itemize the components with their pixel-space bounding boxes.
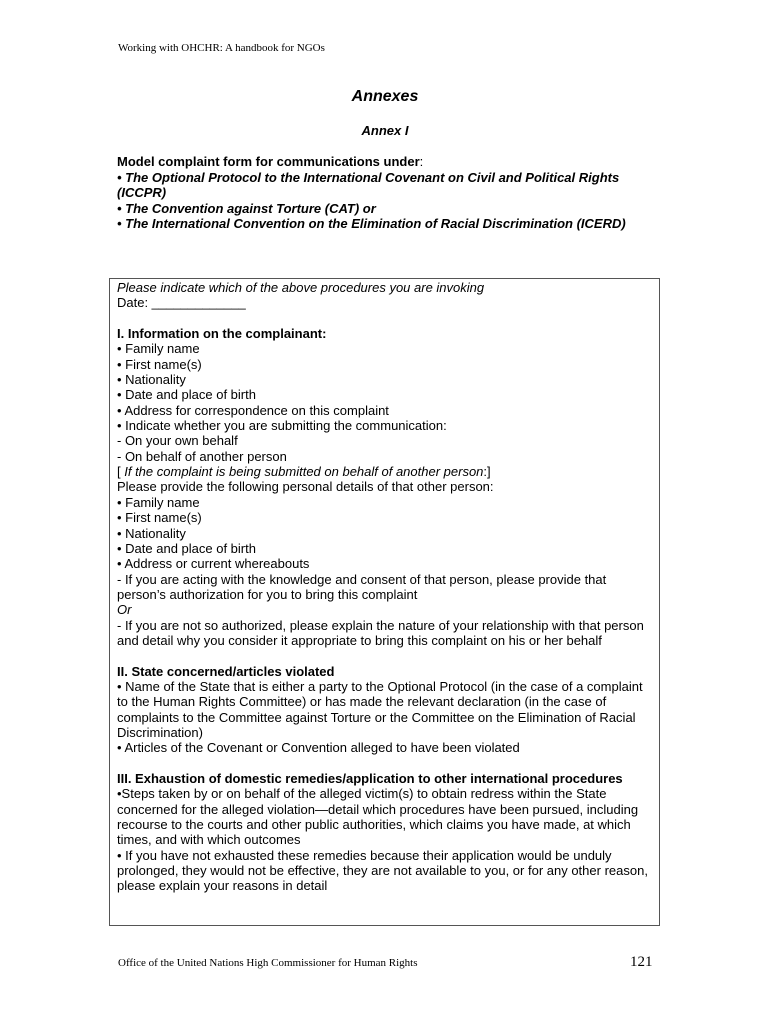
running-header: Working with OHCHR: A handbook for NGOs (118, 42, 325, 54)
list-item: • Address for correspondence on this complaint (117, 402, 389, 418)
not-exhausted-item: • If you have not exhausted these remedies because their application would be unduly prolonged, they would not be effective, they are not available to you, or for any other reason, please explain your reasons in detail (117, 847, 648, 894)
state-name-item: • Name of the State that is either a party to the Optional Protocol (in the case of a complaint to the Human Rights Committee) or has made the relevant declaration (in the case of complaints to the Committee against Torture or the Committee on the Elimination of Racial Discrimination) (117, 678, 643, 740)
intro-lead: Model complaint form for communications under: (117, 154, 424, 169)
list-item: - On your own behalf (117, 433, 238, 449)
intro-block (117, 154, 662, 232)
another-person-note: [ If the complaint is being submitted on behalf of another person:] (117, 464, 491, 480)
procedure-instruction: Please indicate which of the above procedures you are invoking (117, 280, 485, 295)
list-item: • Family name (117, 494, 200, 510)
not-authorized-paragraph: - If you are not so authorized, please explain the nature of your relationship with that person and detail why you consider it appropriate to bring this complaint on his or her behalf (117, 617, 644, 648)
intro-item-cat: • The Convention against Torture (CAT) or (117, 200, 376, 216)
footer-office: Office of the United Nations High Commissioner for Human Rights (118, 957, 418, 969)
list-item: • Address or current whereabouts (117, 556, 310, 572)
list-item: • First name(s) (117, 510, 202, 526)
list-item: • Nationality (117, 525, 186, 541)
page-title: Annexes (351, 88, 419, 105)
provide-details-line: Please provide the following personal details of that other person: (117, 479, 494, 495)
complaint-form-box (109, 278, 660, 926)
list-item: • Date and place of birth (117, 387, 256, 403)
list-item: - On behalf of another person (117, 448, 287, 464)
section-complainant-heading: I. Information on the complainant: (117, 326, 327, 342)
list-item: • Nationality (117, 372, 186, 388)
intro-item-iccpr: • The Optional Protocol to the International Covenant on Civil and Political Rights (ICCPR) (117, 169, 620, 201)
list-item: • First name(s) (117, 356, 202, 372)
section-remedies-heading: III. Exhaustion of domestic remedies/application to other international procedures (117, 771, 623, 786)
intro-item-icerd: • The International Convention on the Elimination of Racial Discrimination (ICERD) (117, 216, 626, 232)
date-line: Date: _____________ (117, 295, 246, 311)
list-item: • Family name (117, 341, 200, 357)
consent-paragraph: - If you are acting with the knowledge and consent of that person, please provide that person’s authorization for you to bring this complaint (117, 571, 607, 602)
page-number: 121 (630, 954, 653, 970)
list-item: • Date and place of birth (117, 540, 256, 556)
section-state-heading: II. State concerned/articles violated (117, 663, 335, 679)
steps-taken-item: •Steps taken by or on behalf of the alleged victim(s) to obtain redress within the State concerned for the alleged violation—detail which procedures have been pursued, including recourse to the courts and other public authorities, which claims you have made, at which times, and with which outcomes (117, 786, 639, 848)
list-item: • Indicate whether you are submitting the communication: (117, 418, 447, 434)
or-label: Or (117, 602, 132, 618)
annex-title: Annex I (361, 123, 409, 138)
articles-item: • Articles of the Covenant or Convention alleged to have been violated (117, 740, 520, 756)
